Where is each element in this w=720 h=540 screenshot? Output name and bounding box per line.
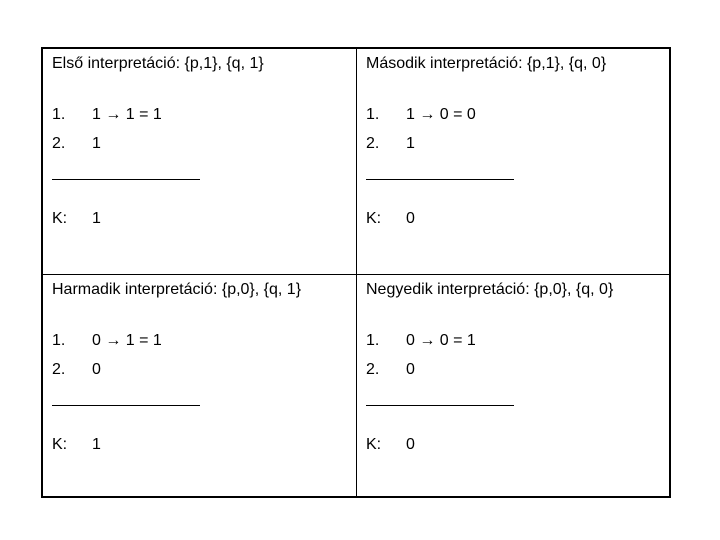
interpretation-cell-1 bbox=[43, 49, 356, 274]
conclusion-value: 0 bbox=[406, 210, 415, 227]
row-number: 2. bbox=[366, 361, 380, 378]
interpretation-cell-2 bbox=[357, 49, 670, 274]
row-value: 0 → 0 = 1 bbox=[406, 332, 476, 349]
conclusion-label: K: bbox=[52, 436, 68, 453]
result-rule bbox=[52, 405, 200, 406]
row-number: 1. bbox=[366, 332, 380, 349]
row-value: 0 bbox=[406, 361, 415, 378]
interpretation-title: Harmadik interpretáció: {p,0}, {q, 1} bbox=[52, 281, 302, 298]
result-rule bbox=[52, 179, 200, 180]
row-value: 1 bbox=[92, 135, 101, 152]
interpretation-title: Negyedik interpretáció: {p,0}, {q, 0} bbox=[366, 281, 614, 298]
row-number: 1. bbox=[366, 106, 380, 123]
row-value: 1 → 0 = 0 bbox=[406, 106, 476, 123]
conclusion-label: K: bbox=[52, 210, 68, 227]
result-rule bbox=[366, 405, 514, 406]
row-number: 1. bbox=[52, 332, 66, 349]
interpretation-cell-4 bbox=[357, 275, 670, 500]
row-number: 2. bbox=[52, 361, 66, 378]
conclusion-value: 1 bbox=[92, 436, 101, 453]
interpretation-title: Második interpretáció: {p,1}, {q, 0} bbox=[366, 55, 607, 72]
row-number: 2. bbox=[52, 135, 66, 152]
conclusion-value: 1 bbox=[92, 210, 101, 227]
conclusion-label: K: bbox=[366, 210, 382, 227]
row-value: 1 → 1 = 1 bbox=[92, 106, 162, 123]
result-rule bbox=[366, 179, 514, 180]
conclusion-value: 0 bbox=[406, 436, 415, 453]
row-value: 0 → 1 = 1 bbox=[92, 332, 162, 349]
interpretation-title: Első interpretáció: {p,1}, {q, 1} bbox=[52, 55, 264, 72]
conclusion-label: K: bbox=[366, 436, 382, 453]
row-value: 1 bbox=[406, 135, 415, 152]
row-number: 2. bbox=[366, 135, 380, 152]
interpretation-cell-3 bbox=[43, 275, 356, 500]
interpretation-grid bbox=[41, 47, 671, 498]
row-number: 1. bbox=[52, 106, 66, 123]
row-value: 0 bbox=[92, 361, 101, 378]
